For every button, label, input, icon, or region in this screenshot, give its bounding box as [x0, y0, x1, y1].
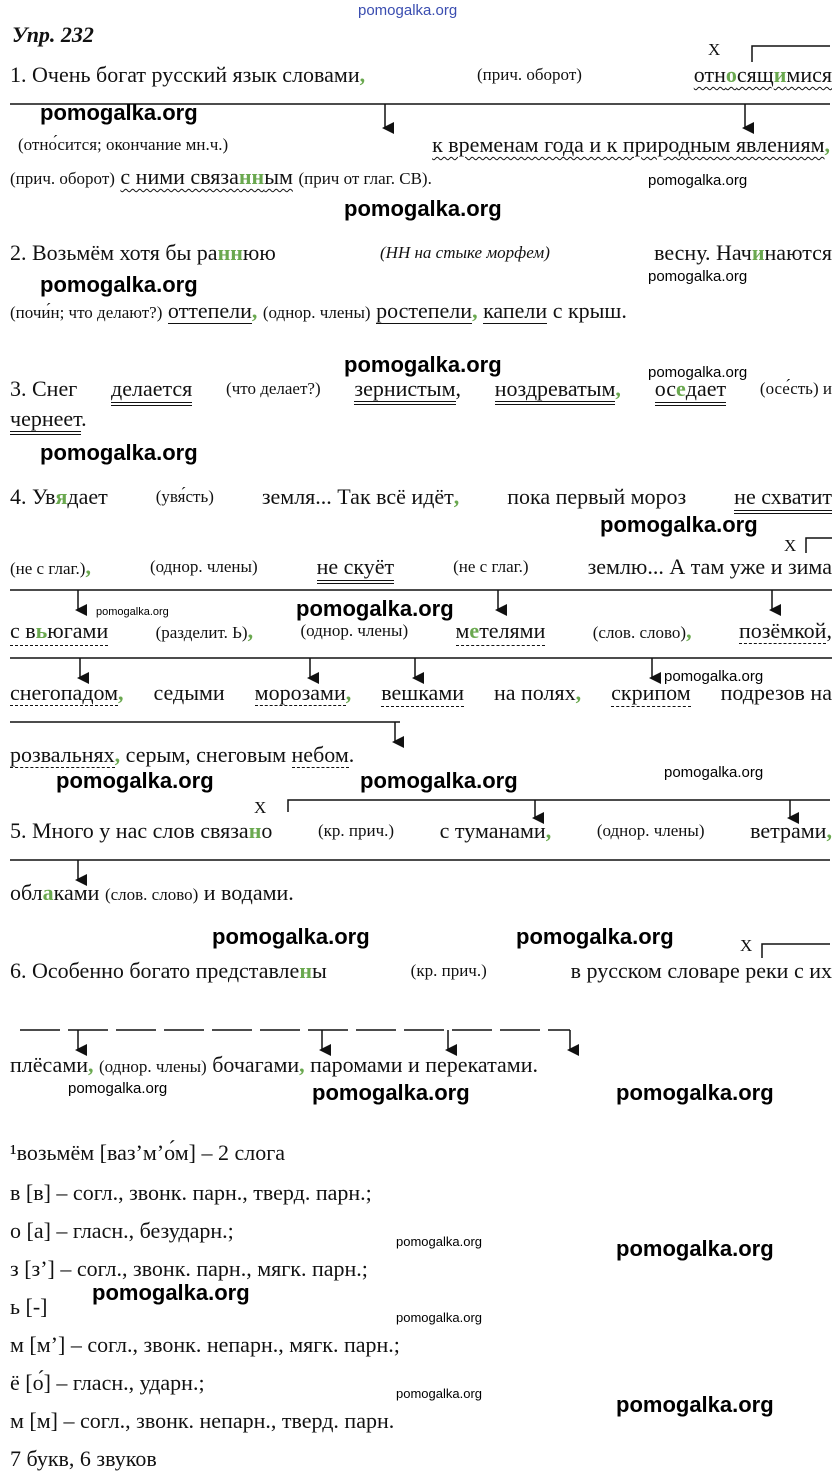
watermark: pomogalka.org: [396, 1234, 482, 1249]
watermark: pomogalka.org: [616, 1236, 774, 1261]
watermark: pomogalka.org: [96, 606, 169, 618]
watermark: pomogalka.org: [40, 440, 198, 465]
watermark: pomogalka.org: [516, 924, 674, 949]
predicate-mark: X: [254, 798, 267, 817]
watermark: pomogalka.org: [616, 1080, 774, 1105]
analysis-line: м [м’] – согл., звонк. непарн., мягк. парн.;: [10, 1332, 400, 1357]
watermark: pomogalka.org: [648, 364, 748, 381]
analysis-line: м [м] – согл., звонк. непарн., тверд. парн.: [10, 1408, 395, 1433]
sentence-6-line-1: 6. Особенно богато представлены (кр. прич.) в русском словаре реки с их: [10, 958, 832, 983]
watermark: pomogalka.org: [396, 1386, 482, 1401]
watermark: pomogalka.org: [664, 764, 764, 781]
analysis-line: з [з’] – согл., звонк. парн., мягк. парн.;: [10, 1256, 368, 1281]
watermark: pomogalka.org: [648, 172, 748, 189]
analysis-line: в [в] – согл., звонк. парн., тверд. парн.;: [10, 1180, 372, 1205]
watermark: pomogalka.org: [312, 1080, 470, 1105]
analysis-line: ь [-]: [10, 1294, 48, 1319]
predicate-mark: X: [784, 536, 797, 555]
analysis-line: 7 букв, 6 звуков: [10, 1446, 157, 1471]
watermark: pomogalka.org: [396, 1310, 482, 1325]
analysis-line: о [а] – гласн., безударн.;: [10, 1218, 234, 1243]
sentence-4-line-3: с вьюгами (разделит. Ь), (однор. члены) метелями (слов. слово), позёмкой,: [10, 618, 832, 646]
sentence-5-line-2: облаками (слов. слово) и водами.: [10, 880, 294, 905]
watermark: pomogalka.org: [40, 272, 198, 297]
watermark: pomogalka.org: [92, 1280, 250, 1305]
watermark: pomogalka.org: [600, 512, 758, 537]
watermark: pomogalka.org: [664, 668, 764, 685]
sentence-3-line-2: чернеет.: [10, 406, 87, 432]
sentence-1-line-3: (прич. оборот) с ними связанным (прич от глаг. СВ).: [10, 164, 432, 189]
watermark: pomogalka.org: [360, 768, 518, 793]
analysis-line: ё [о́] – гласн., ударн.;: [10, 1370, 205, 1395]
sentence-1-line-2: (отно́сится; окончание мн.ч.) к временам года и к природным явлениям,: [18, 132, 830, 157]
predicate-mark: X: [708, 40, 721, 59]
watermark: pomogalka.org: [68, 1080, 168, 1097]
sentence-2-line-1: 2. Возьмём хотя бы раннюю (НН на стыке морфем) весну. Начинаются: [10, 240, 832, 265]
sentence-6-line-2: плёсами, (однор. члены) бочагами, паромами и перекатами.: [10, 1052, 538, 1077]
exercise-title: Упр. 232: [12, 22, 94, 47]
watermark: pomogalka.org: [616, 1392, 774, 1417]
watermark: pomogalka.org: [344, 196, 502, 221]
sentence-5-line-1: 5. Много у нас слов связано (кр. прич.) с туманами, (однор. члены) ветрами,: [10, 818, 832, 843]
predicate-mark: X: [740, 936, 753, 955]
watermark: pomogalka.org: [648, 268, 748, 285]
watermark: pomogalka.org: [40, 100, 198, 125]
sentence-1-line-1: 1. Очень богат русский язык словами, (прич. оборот) относящимися: [10, 62, 832, 87]
sentence-4-line-2: (не с глаг.), (однор. члены) не скуёт (не с глаг.) землю... А там уже и зима: [10, 554, 832, 584]
sentence-3-line-1: 3. Снег делается (что делает?) зернистым, ноздреватым, оседает (осе́сть) и: [10, 376, 832, 406]
sentence-4-line-1: 4. Увядает (увя́сть) земля... Так всё идёт, пока первый мороз не схватит: [10, 484, 832, 514]
sentence-2-line-2: (почи́н; что делают?) оттепели, (однор. члены) ростепели, капели с крыш.: [10, 298, 627, 323]
sentence-4-line-4: снегопадом, седыми морозами, вешками на полях, скрипом подрезов на: [10, 680, 832, 705]
watermark: pomogalka.org: [212, 924, 370, 949]
watermark: pomogalka.org: [358, 2, 458, 19]
watermark: pomogalka.org: [56, 768, 214, 793]
watermark: pomogalka.org: [296, 596, 454, 621]
analysis-line: ¹возьмём [ваз’м’о́м] – 2 слога: [10, 1140, 285, 1165]
sentence-4-line-5: розвальнях, серым, снеговым небом.: [10, 742, 355, 767]
watermark: pomogalka.org: [344, 352, 502, 377]
